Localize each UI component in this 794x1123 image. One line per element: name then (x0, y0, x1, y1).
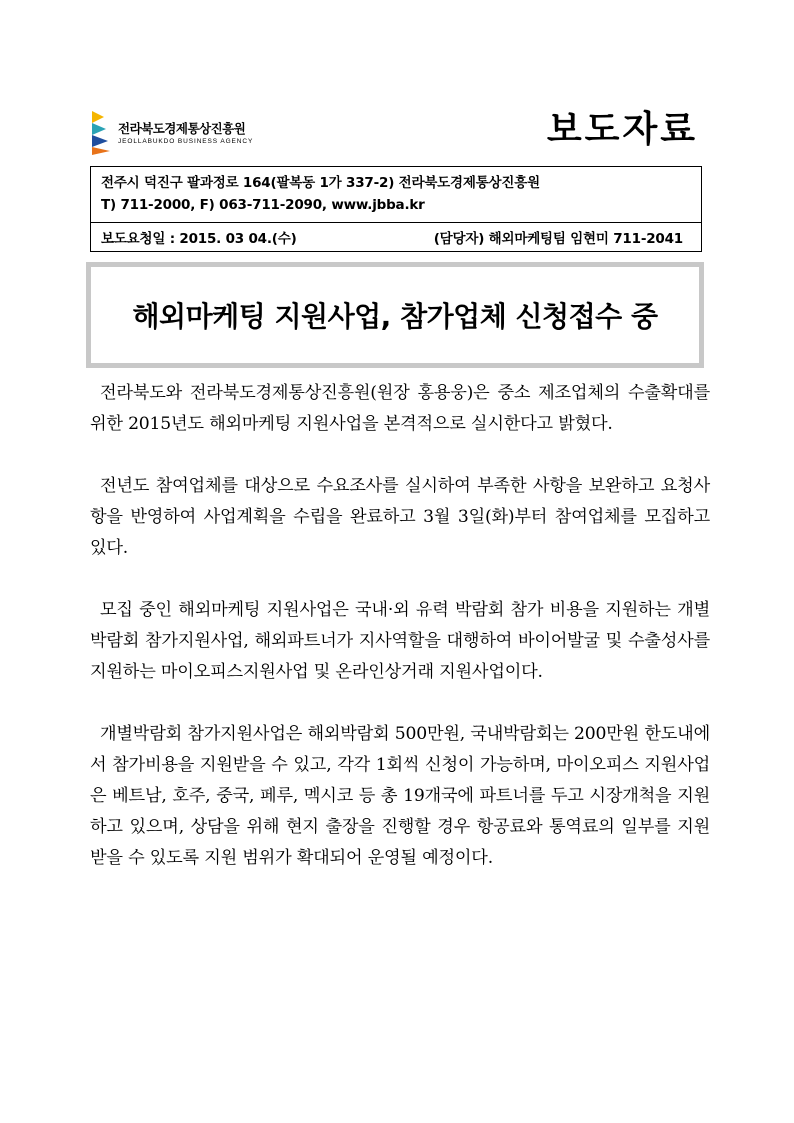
article-body (90, 378, 710, 905)
contact-person: (담당자) 해외마케팅팀 임현미 711-2041 (433, 231, 683, 247)
phone-line: T) 711-2000, F) 063-711-2090, www.jbba.kr (101, 197, 425, 213)
headline-box (86, 262, 704, 368)
contact-info-box (90, 166, 702, 252)
paragraph: 전년도 참여업체를 대상으로 수요조사를 실시하여 부족한 사항을 보완하고 요청사항을 반영하여 사업계획을 수립을 완료하고 3월 3일(화)부터 참여업체를 모집하고 있다. (90, 476, 710, 558)
org-name-ko: 전라북도경제통상진흥원 (118, 121, 246, 136)
org-name-en: JEOLLABUKDO BUSINESS AGENCY (118, 138, 254, 145)
paragraph: 전라북도와 전라북도경제통상진흥원(원장 홍용웅)은 중소 제조업체의 수출확대를 위한 2015년도 해외마케팅 지원사업을 본격적으로 실시한다고 밝혔다. (90, 383, 710, 434)
request-date: 보도요청일 : 2015. 03 04.(수) (101, 231, 297, 247)
org-logo (90, 108, 253, 156)
headline: 해외마케팅 지원사업, 참가업체 신청접수 중 (132, 300, 658, 333)
info-divider (91, 222, 701, 223)
paragraph: 개별박람회 참가지원사업은 해외박람회 500만원, 국내박람회는 200만원 한도내에서 참가비용을 지원받을 수 있고, 각각 1회씩 신청이 가능하며, 마이오피스 지원사업은 베트남, 호주, 중국, 페루, 멕시코 등 총 19개국에 파트너를 두고 시장개척을 지원하고 있으며, 상담을 위해 현지 출장을 진행할 경우 항공료와 통역료의 일부를 지원받을 수 있도록 지원 범위가 확대되어 운영될 예정이다. (90, 724, 710, 868)
doc-type-title: 보도자료 (546, 109, 698, 150)
paragraph: 모집 중인 해외마케팅 지원사업은 국내·외 유력 박람회 참가 비용을 지원하는 개별박람회 참가지원사업, 해외파트너가 지사역할을 대행하여 바이어발굴 및 수출성사를 지원하는 마이오피스지원사업 및 온라인상거래 지원사업이다. (90, 600, 710, 682)
jbba-logo-icon (90, 109, 112, 155)
address-line: 전주시 덕진구 팔과정로 164(팔복동 1가 337-2) 전라북도경제통상진흥원 (101, 175, 540, 191)
